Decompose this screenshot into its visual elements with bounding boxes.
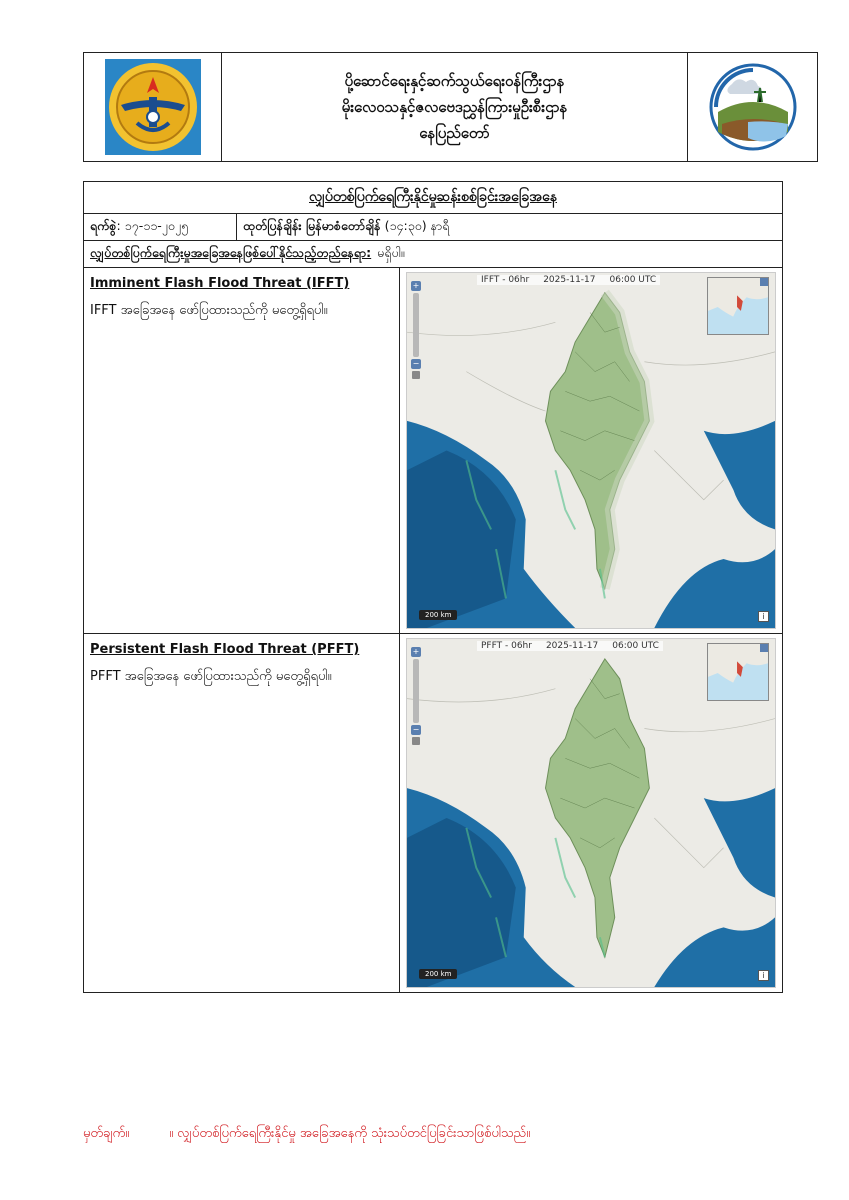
issue-time-value: (၁၄:၃၀) နာရီ: [384, 217, 450, 233]
issue-time-label: ထုတ်ပြန်ချိန်း မြန်မာစံတော်ချိန်: [243, 217, 381, 233]
zoom-out-button[interactable]: −: [412, 359, 420, 368]
date-value: : ၁၇-၁၁-၂၀၂၅: [116, 217, 189, 233]
overview-toggle-icon[interactable]: [760, 644, 768, 652]
ifft-map-product: IFFT - 06hr: [481, 275, 530, 285]
report-meta-row: [84, 214, 782, 241]
zoom-slider[interactable]: [413, 293, 419, 357]
info-icon[interactable]: i: [758, 970, 769, 981]
pfft-text-cell: [84, 634, 400, 992]
pfft-map-product: PFFT - 06hr: [481, 641, 532, 651]
flash-flood-report: [83, 181, 783, 993]
zoom-in-button[interactable]: +: [412, 281, 420, 290]
letterhead: [83, 52, 818, 162]
department-name: မိုးလေဝသနှင့်ဇလဗေဒညွှန်ကြားမှုဦးစီးဌာန: [341, 98, 568, 116]
pan-icon[interactable]: [412, 371, 420, 379]
ifft-text-cell: [84, 268, 400, 633]
date-cell: [84, 214, 237, 240]
ifft-description: IFFT အခြေအနေ ဖော်ပြထားသည်ကို မတွေ့ရှိရပါ။: [90, 303, 328, 318]
pfft-overview-map[interactable]: [707, 643, 769, 701]
ifft-overview-map[interactable]: [707, 277, 769, 335]
ifft-scale-bar: 200 km: [419, 610, 457, 620]
pfft-title: Persistent Flash Flood Threat (PFFT): [90, 642, 360, 657]
header-titles: [222, 53, 687, 161]
pfft-map-date: 2025-11-17: [545, 641, 599, 651]
city-name: နေပြည်တော်: [419, 124, 490, 142]
report-title: လျှပ်တစ်ပြက်ရေကြီးနိုင်မှုဆန်းစစ်ခြင်းအခြေအနေ: [309, 189, 557, 205]
ifft-map-time: 06:00 UTC: [609, 275, 657, 285]
pan-icon[interactable]: [412, 737, 420, 745]
zoom-out-button[interactable]: −: [412, 725, 420, 734]
ifft-map-cell: [400, 268, 782, 633]
overview-toggle-icon[interactable]: [760, 278, 768, 286]
issue-time-cell: [237, 218, 449, 237]
pfft-section: [84, 634, 782, 992]
overview-graphic: [708, 278, 768, 334]
pfft-map-caption: [477, 641, 663, 651]
ifft-map-date: 2025-11-17: [543, 275, 596, 285]
info-icon[interactable]: i: [758, 611, 769, 622]
ministry-logo: [84, 53, 222, 161]
report-title-row: [84, 182, 782, 214]
pfft-map-time: 06:00 UTC: [612, 641, 659, 651]
pfft-description: PFFT အခြေအနေ ဖော်ပြထားသည်ကို မတွေ့ရှိရပါ။: [90, 669, 332, 684]
pfft-zoom-control: [411, 647, 421, 745]
ifft-title: Imminent Flash Flood Threat (IFFT): [90, 276, 350, 291]
zoom-slider[interactable]: [413, 659, 419, 723]
ifft-map[interactable]: [406, 272, 776, 629]
affected-region-label: လျှပ်တစ်ပြက်ရေကြီးမှုအခြေအနေဖြစ်ပေါ်နိုင်သည့်တည်နေရာ:: [90, 244, 372, 260]
pfft-map[interactable]: [406, 638, 776, 988]
zoom-in-button[interactable]: +: [412, 647, 420, 656]
ministry-name: ပို့ဆောင်ရေးနှင့်ဆက်သွယ်ရေးဝန်ကြီးဌာန: [344, 72, 565, 90]
ifft-map-caption: [477, 275, 660, 285]
footer-note: [83, 1125, 530, 1144]
pfft-scale-bar: 200 km: [419, 969, 457, 979]
overview-graphic: [708, 644, 768, 700]
affected-region-row: [84, 241, 782, 268]
ifft-section: [84, 268, 782, 634]
date-label: ရက်စွဲ: [90, 217, 117, 233]
footer-text: ။ လျှပ်တစ်ပြက်ရေကြီးနိုင်မှု အခြေအနေကို သုံးသပ်တင်ပြခြင်းသာဖြစ်ပါသည်။: [169, 1126, 531, 1141]
ifft-zoom-control: [411, 281, 421, 379]
affected-region-value: မရှိပါ။: [377, 244, 405, 260]
department-logo: [687, 53, 817, 161]
footer-label: မှတ်ချက်။: [83, 1126, 130, 1141]
pfft-map-cell: [400, 634, 782, 992]
